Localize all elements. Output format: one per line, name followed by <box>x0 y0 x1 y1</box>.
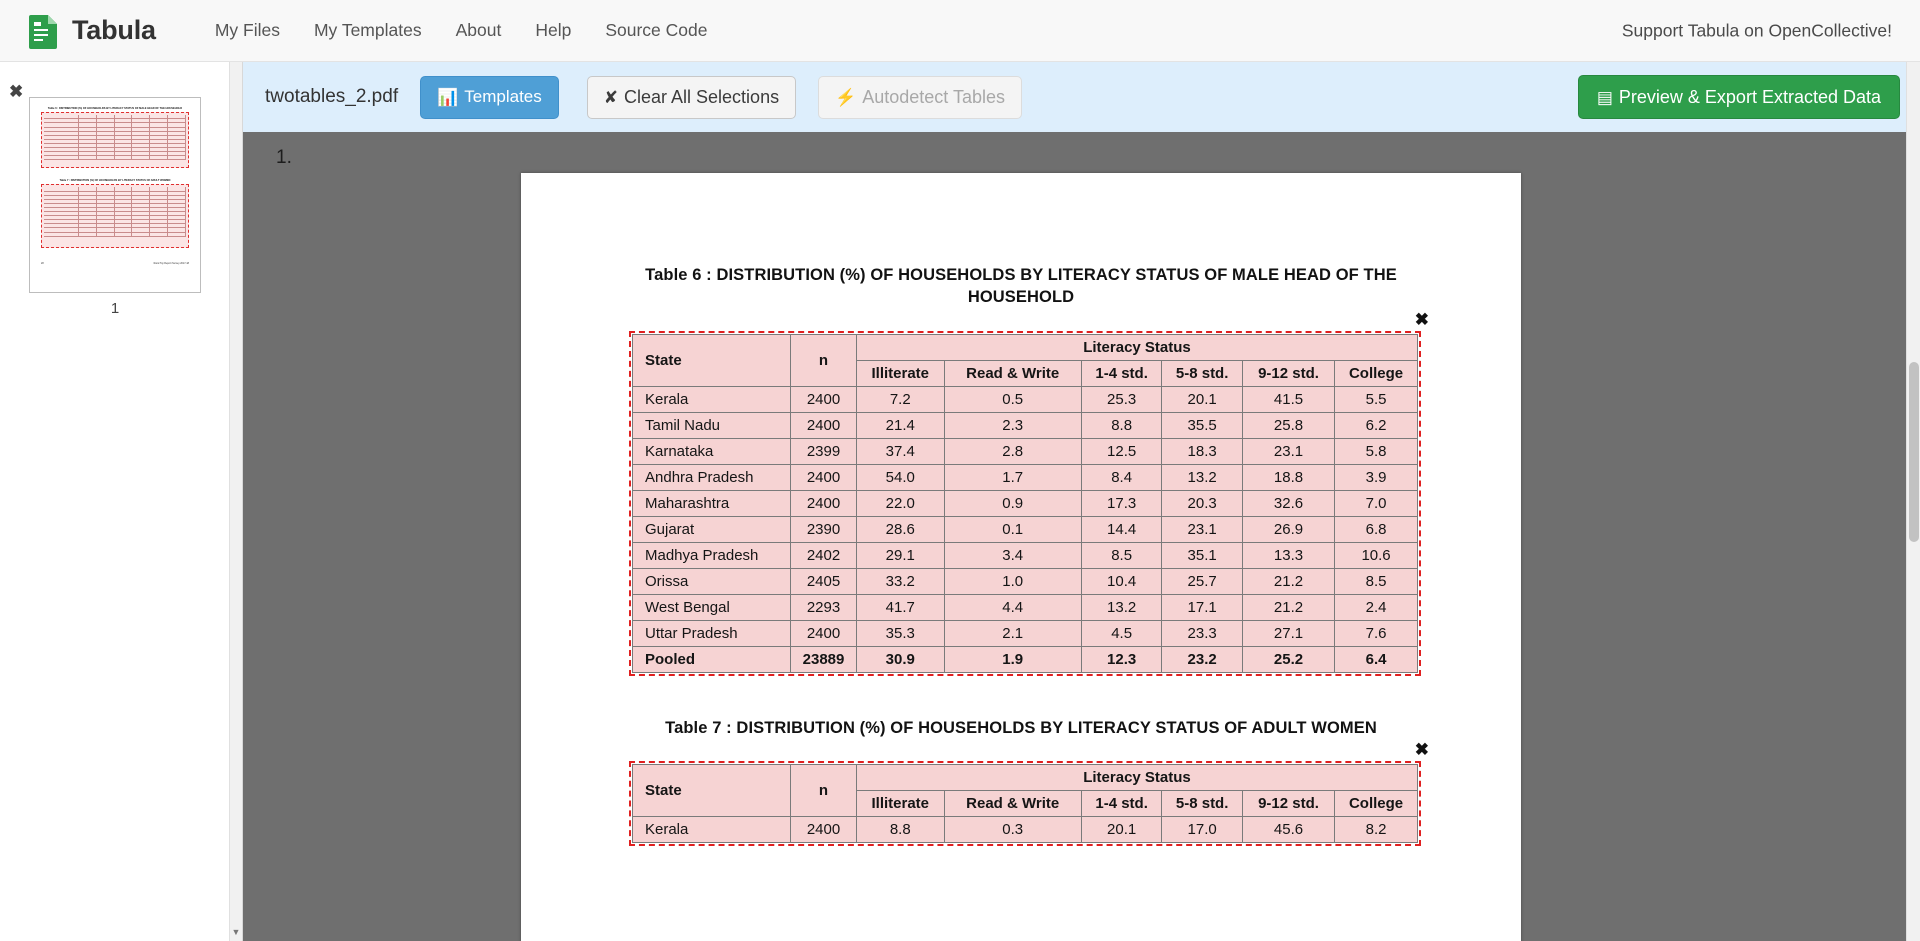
th-illiterate: Illiterate <box>857 791 945 817</box>
table-row <box>633 490 1418 516</box>
cell-illiterate: 28.6 <box>857 516 945 542</box>
cell-illiterate: 22.0 <box>857 490 945 516</box>
cell-state: Andhra Pradesh <box>633 464 791 490</box>
table-row <box>633 412 1418 438</box>
file-name-label: twotables_2.pdf <box>265 86 399 107</box>
cell-n: 2400 <box>791 386 857 412</box>
table-row <box>633 620 1418 646</box>
cell-1-4: 12.3 <box>1081 646 1162 672</box>
cell-1-4: 8.5 <box>1081 542 1162 568</box>
nav-links <box>198 20 725 41</box>
cell-state: Kerala <box>633 386 791 412</box>
templates-button-label: Templates <box>464 87 542 106</box>
page-thumbnail-sidebar <box>0 62 243 941</box>
pdf-viewer[interactable] <box>243 132 1920 941</box>
cell-illiterate: 33.2 <box>857 568 945 594</box>
cell-illiterate: 7.2 <box>857 386 945 412</box>
cell-state: Kerala <box>633 817 791 843</box>
th-college: College <box>1335 360 1418 386</box>
selection-rect-2[interactable] <box>629 761 1421 846</box>
circle-x-icon: ✘ <box>603 87 618 107</box>
lightning-bolt-icon: ⚡ <box>835 87 857 107</box>
cell-read-write: 2.3 <box>944 412 1081 438</box>
cell-illiterate: 8.8 <box>857 817 945 843</box>
table-row <box>633 817 1418 843</box>
cell-state: Orissa <box>633 568 791 594</box>
cell-1-4: 10.4 <box>1081 568 1162 594</box>
cell-1-4: 17.3 <box>1081 490 1162 516</box>
brand[interactable] <box>26 13 156 49</box>
cell-5-8: 35.1 <box>1162 542 1243 568</box>
table-row <box>633 464 1418 490</box>
cell-9-12: 27.1 <box>1242 620 1334 646</box>
cell-read-write: 1.9 <box>944 646 1081 672</box>
th-college: College <box>1335 791 1418 817</box>
cell-5-8: 35.5 <box>1162 412 1243 438</box>
preview-export-button[interactable] <box>1578 75 1900 119</box>
cell-college: 6.4 <box>1335 646 1418 672</box>
cell-n: 2405 <box>791 568 857 594</box>
cell-college: 7.6 <box>1335 620 1418 646</box>
selection-rect-1[interactable] <box>629 331 1421 676</box>
close-x-icon[interactable]: ✖ <box>1414 309 1429 329</box>
cell-5-8: 23.3 <box>1162 620 1243 646</box>
page-index-label: 1. <box>276 147 292 168</box>
cell-state: Madhya Pradesh <box>633 542 791 568</box>
th-9-12-std: 9-12 std. <box>1242 360 1334 386</box>
cell-read-write: 0.5 <box>944 386 1081 412</box>
autodetect-tables-label: Autodetect Tables <box>862 86 1006 107</box>
cell-9-12: 13.3 <box>1242 542 1334 568</box>
clear-all-selections-button[interactable] <box>587 76 796 119</box>
table-row <box>633 594 1418 620</box>
cell-state: Maharashtra <box>633 490 791 516</box>
cell-5-8: 25.7 <box>1162 568 1243 594</box>
table-row <box>633 542 1418 568</box>
cell-illiterate: 35.3 <box>857 620 945 646</box>
cell-9-12: 26.9 <box>1242 516 1334 542</box>
cell-read-write: 3.4 <box>944 542 1081 568</box>
table-grid-icon: ▤ <box>1596 87 1613 107</box>
cell-illiterate: 41.7 <box>857 594 945 620</box>
cell-1-4: 20.1 <box>1081 817 1162 843</box>
table-7-title: Table 7 : DISTRIBUTION (%) OF HOUSEHOLDS BY LITERACY STATUS OF ADULT WOMEN <box>665 718 1377 737</box>
cell-n: 2400 <box>791 412 857 438</box>
cell-read-write: 1.7 <box>944 464 1081 490</box>
th-n: n <box>791 765 857 817</box>
brand-name: Tabula <box>72 15 156 45</box>
close-x-icon[interactable]: ✖ <box>1414 740 1429 760</box>
cell-college: 5.5 <box>1335 386 1418 412</box>
template-stack-icon: 📊 <box>437 87 459 107</box>
cell-illiterate: 29.1 <box>857 542 945 568</box>
cell-college: 3.9 <box>1335 464 1418 490</box>
cell-state: Karnataka <box>633 438 791 464</box>
thumbnail-page-label: 1 <box>110 300 120 317</box>
support-opencollective-link[interactable]: Support Tabula on OpenCollective! <box>1621 20 1892 40</box>
cell-college: 5.8 <box>1335 438 1418 464</box>
th-state: State <box>633 765 791 817</box>
cell-n: 23889 <box>791 646 857 672</box>
cell-n: 2400 <box>791 490 857 516</box>
cell-college: 6.8 <box>1335 516 1418 542</box>
page-thumbnail-1[interactable] <box>29 97 201 293</box>
cell-9-12: 45.6 <box>1242 817 1334 843</box>
sidebar-scrollbar[interactable] <box>229 62 242 941</box>
th-5-8-std: 5-8 std. <box>1162 791 1243 817</box>
nav-link-source-code[interactable]: Source Code <box>605 20 708 40</box>
thumb-footer-right: Rural Toy Report Survey 2017-18 <box>153 262 189 266</box>
cell-n: 2390 <box>791 516 857 542</box>
cell-5-8: 23.2 <box>1162 646 1243 672</box>
cell-read-write: 2.8 <box>944 438 1081 464</box>
cell-5-8: 18.3 <box>1162 438 1243 464</box>
table-6-title: Table 6 : DISTRIBUTION (%) OF HOUSEHOLDS BY LITERACY STATUS OF MALE HEAD OF THE HOUSEHOLD <box>645 266 1397 306</box>
nav-link-about[interactable]: About <box>455 20 502 40</box>
cell-5-8: 17.1 <box>1162 594 1243 620</box>
main-scrollbar-thumb[interactable] <box>1909 362 1919 542</box>
cell-1-4: 13.2 <box>1081 594 1162 620</box>
cell-9-12: 21.2 <box>1242 568 1334 594</box>
th-9-12-std: 9-12 std. <box>1242 791 1334 817</box>
chevron-down-icon[interactable]: ▼ <box>231 927 241 937</box>
cell-9-12: 25.8 <box>1242 412 1334 438</box>
cell-state: Pooled <box>633 646 791 672</box>
cell-n: 2400 <box>791 464 857 490</box>
th-state: State <box>633 334 791 386</box>
cell-college: 7.0 <box>1335 490 1418 516</box>
cell-9-12: 23.1 <box>1242 438 1334 464</box>
autodetect-tables-button[interactable] <box>818 76 1022 119</box>
thumb-table-title-2: Table 7 : DISTRIBUTION (%) OF HOUSEHOLDS BY LITERACY STATUS OF ADULT WOMEN <box>59 179 171 183</box>
thumb-table-title-1: Table 6 : DISTRIBUTION (%) OF HOUSEHOLDS BY LITERACY STATUS OF MALE HEAD OF THE HOUSEHOLD <box>47 107 183 110</box>
cell-college: 8.2 <box>1335 817 1418 843</box>
cell-1-4: 14.4 <box>1081 516 1162 542</box>
cell-5-8: 20.1 <box>1162 386 1243 412</box>
cell-5-8: 17.0 <box>1162 817 1243 843</box>
th-literacy-status: Literacy Status <box>857 765 1418 791</box>
cell-illiterate: 54.0 <box>857 464 945 490</box>
cell-9-12: 41.5 <box>1242 386 1334 412</box>
cell-5-8: 20.3 <box>1162 490 1243 516</box>
pdf-page-1[interactable] <box>521 173 1521 941</box>
cell-n: 2293 <box>791 594 857 620</box>
thumb-footer-left: 28 <box>41 262 44 266</box>
cell-9-12: 32.6 <box>1242 490 1334 516</box>
cell-college: 6.2 <box>1335 412 1418 438</box>
cell-college: 8.5 <box>1335 568 1418 594</box>
cell-college: 2.4 <box>1335 594 1418 620</box>
cell-illiterate: 30.9 <box>857 646 945 672</box>
cell-illiterate: 21.4 <box>857 412 945 438</box>
nav-link-help[interactable]: Help <box>535 20 572 40</box>
cell-state: Tamil Nadu <box>633 412 791 438</box>
table-7-selection[interactable] <box>629 740 1429 846</box>
cell-1-4: 8.4 <box>1081 464 1162 490</box>
th-1-4-std: 1-4 std. <box>1081 791 1162 817</box>
table-row <box>633 765 1418 791</box>
cell-state: Gujarat <box>633 516 791 542</box>
th-1-4-std: 1-4 std. <box>1081 360 1162 386</box>
cell-read-write: 0.1 <box>944 516 1081 542</box>
th-n: n <box>791 334 857 386</box>
table-row <box>633 334 1418 360</box>
cell-state: Uttar Pradesh <box>633 620 791 646</box>
cell-1-4: 4.5 <box>1081 620 1162 646</box>
cell-read-write: 0.9 <box>944 490 1081 516</box>
close-x-icon[interactable]: ✖ <box>9 82 24 101</box>
th-5-8-std: 5-8 std. <box>1162 360 1243 386</box>
cell-1-4: 12.5 <box>1081 438 1162 464</box>
table-7 <box>632 764 1418 843</box>
cell-college: 10.6 <box>1335 542 1418 568</box>
th-illiterate: Illiterate <box>857 360 945 386</box>
th-literacy-status: Literacy Status <box>857 334 1418 360</box>
cell-1-4: 25.3 <box>1081 386 1162 412</box>
templates-button[interactable] <box>420 76 559 119</box>
cell-1-4: 8.8 <box>1081 412 1162 438</box>
cell-illiterate: 37.4 <box>857 438 945 464</box>
table-6 <box>632 334 1418 673</box>
nav-link-my-files[interactable]: My Files <box>214 20 280 40</box>
top-navbar <box>0 0 1920 62</box>
table-row <box>633 568 1418 594</box>
cell-read-write: 0.3 <box>944 817 1081 843</box>
preview-export-label: Preview & Export Extracted Data <box>1618 86 1881 107</box>
cell-9-12: 25.2 <box>1242 646 1334 672</box>
table-row-pooled <box>633 646 1418 672</box>
thumb-selection-1 <box>41 112 189 168</box>
cell-n: 2400 <box>791 620 857 646</box>
table-row <box>633 516 1418 542</box>
thumb-footer <box>41 262 189 265</box>
cell-n: 2402 <box>791 542 857 568</box>
cell-5-8: 13.2 <box>1162 464 1243 490</box>
cell-state: West Bengal <box>633 594 791 620</box>
document-toolbar <box>243 62 1920 132</box>
cell-read-write: 2.1 <box>944 620 1081 646</box>
tabula-pdf-logo-icon <box>26 13 60 49</box>
main-scrollbar[interactable] <box>1906 62 1920 941</box>
cell-read-write: 4.4 <box>944 594 1081 620</box>
cell-n: 2399 <box>791 438 857 464</box>
table-row <box>633 438 1418 464</box>
cell-9-12: 21.2 <box>1242 594 1334 620</box>
clear-all-selections-label: Clear All Selections <box>624 86 780 107</box>
nav-link-my-templates[interactable]: My Templates <box>313 20 422 40</box>
thumbnail-wrapper <box>29 97 201 317</box>
cell-n: 2400 <box>791 817 857 843</box>
cell-read-write: 1.0 <box>944 568 1081 594</box>
thumb-selection-2 <box>41 184 189 248</box>
th-read-write: Read & Write <box>944 791 1081 817</box>
cell-5-8: 23.1 <box>1162 516 1243 542</box>
table-row <box>633 386 1418 412</box>
cell-9-12: 18.8 <box>1242 464 1334 490</box>
table-6-selection[interactable] <box>629 309 1429 676</box>
th-read-write: Read & Write <box>944 360 1081 386</box>
